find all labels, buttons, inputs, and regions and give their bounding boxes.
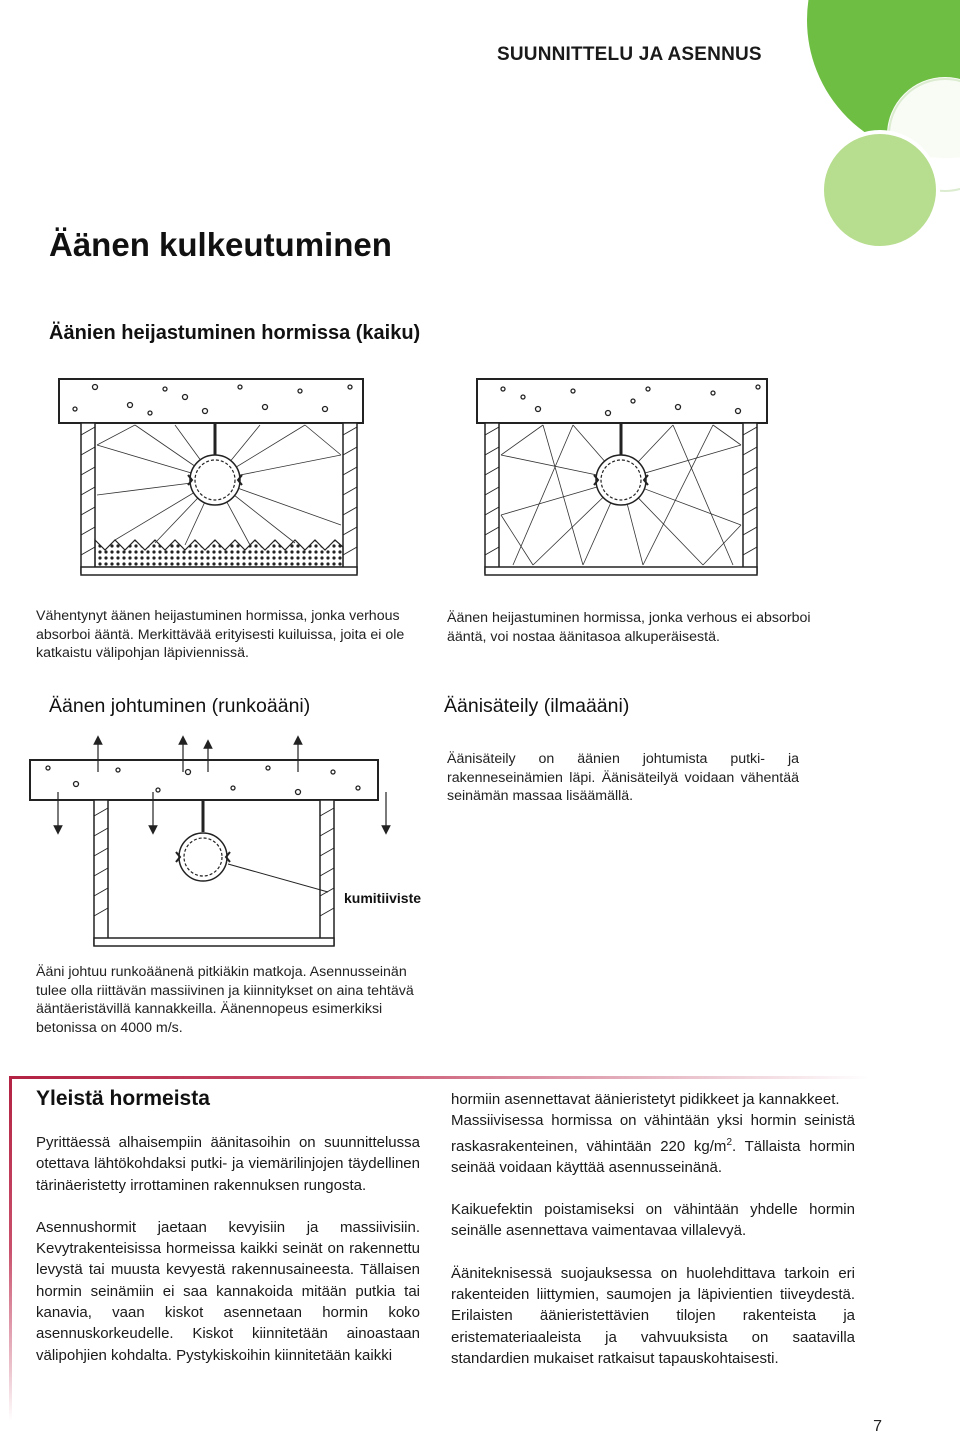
box-paragraph: Pyrittäessä alhaisempiin äänitasoihin on suunnittelussa otettava lähtökohdaksi putki- ja viemärilinjojen täydellinen tärinäeristetty irrottaminen rakennuksen rungosta.	[36, 1134, 420, 1194]
section-subtitle: Äänien heijastuminen hormissa (kaiku)	[49, 322, 421, 344]
caption-reflective: Äänen heijastuminen hormissa, jonka verhous ei absorboi ääntä, voi nostaa äänitasoa alkuperäisestä.	[447, 610, 811, 645]
box-paragraph: Ääniteknisessä suojauksessa on huolehdittava tarkoin eri rakenteiden liittymien, saumojen ja läpivientien tiiveydestä. Erilaisten äänieristettävien tilojen rakenteista ja eristemateriaaleista ja vahvuuksista on saatavilla standardien mukaiset ratkaisut tapauskohtaisesti.	[451, 1264, 855, 1367]
page-number: 7	[873, 1418, 882, 1435]
box-paragraph: Asennushormit jaetaan kevyisiin ja massiivisiin. Kevytrakenteisissa hormeissa kaikki seinät on rakennettu levystä tai muusta kevyestä rakennusaineesta. Tällaisen hormin seinämiin ei saa kannakoida mitään putkia tai kanavia, vaan kiskot asennetaan hormin koko asennuskorkeudelle. Kiskot kiinnitetään ainoastaan välipohjien kohdalta. Pystykiskoihin kiinnitetään kaikki	[36, 1218, 420, 1364]
box-title: Yleistä hormeista	[36, 1087, 210, 1110]
diagram-structure-borne	[28, 732, 428, 954]
box-paragraph: Massiivisessa hormissa on vähintään yksi hormin seinistä raskasrakenteinen, vähintään 220 $kg/m^2$. Tällaista hormin seinää voidaan käyttää asennusseinänä.	[451, 1112, 856, 1176]
box-right-column	[451, 1089, 855, 1369]
box-border-top	[9, 1076, 869, 1079]
page-title: Äänen kulkeutuminen	[49, 226, 392, 263]
section-header: SUUNNITTELU JA ASENNUS	[497, 44, 762, 65]
box-border-left	[9, 1076, 12, 1421]
caption-ilmaaani: Äänisäteily on äänien johtumista putki- ja rakenneseinämien läpi. Äänisäteilyä voidaan vähentää seinämän massaa lisäämällä.	[447, 751, 799, 804]
diagram-absorbing-shaft	[55, 375, 370, 585]
diagram-reflective-shaft	[473, 375, 773, 585]
caption-absorbing: Vähentynyt äänen heijastuminen hormissa, jonka verhous absorboi ääntä. Merkittävää erityisesti kuiluissa, joita ei ole katkaistu välipohjan läpiviennissä.	[36, 608, 405, 661]
heading-ilmaaani: Äänisäteily (ilmaääni)	[444, 695, 630, 717]
heading-runkoaani: Äänen johtuminen (runkoääni)	[49, 695, 311, 717]
box-left-column	[36, 1132, 420, 1366]
box-paragraph: Kaikuefektin poistamiseksi on vähintään yhdelle hormin seinälle asennettava vaimentavaa villalevyä.	[451, 1201, 855, 1240]
caption-runkoaani: Ääni johtuu runkoäänenä pitkiäkin matkoja. Asennusseinän tulee olla riittävän massiivinen ja kiinnitykset on aina tehtävä ääntäeristävillä kannakkeilla. Äänennopeus esimerkiksi betonissa on 4000 m/s.	[36, 964, 414, 1036]
decorative-circles	[780, 0, 960, 250]
gasket-label: kumitiiviste	[344, 890, 422, 906]
small-green-circle	[822, 132, 938, 248]
box-paragraph: hormiin asennettavat äänieristetyt pidikkeet ja kannakkeet.	[451, 1091, 840, 1108]
